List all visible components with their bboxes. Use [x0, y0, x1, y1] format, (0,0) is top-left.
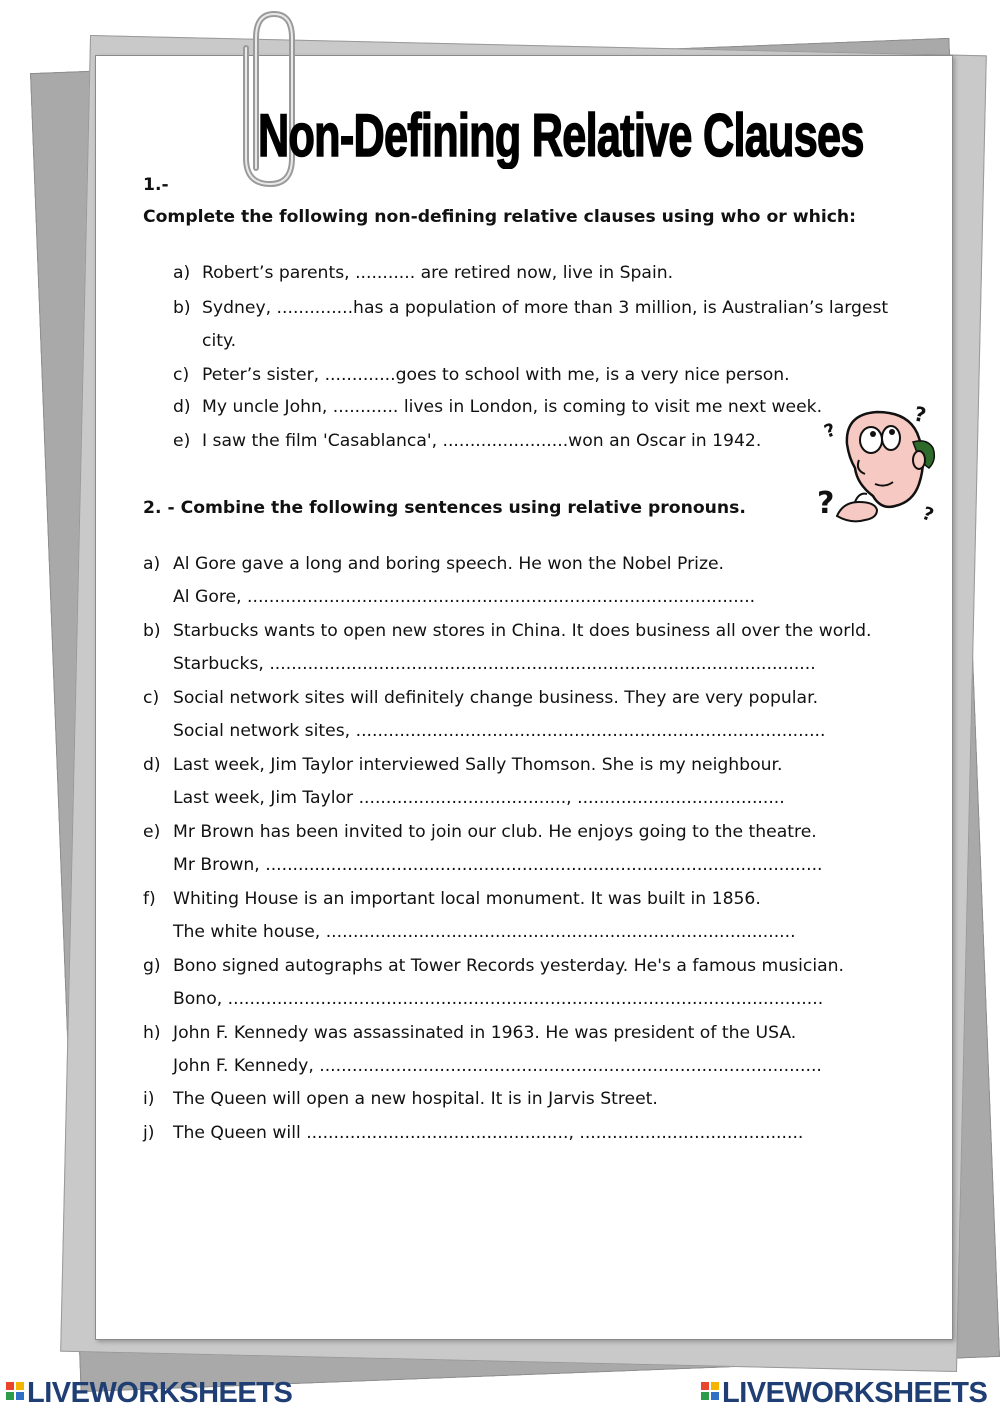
s1-item-text: Peter’s sister, .............goes to school with me, is a very nice person. — [202, 365, 790, 385]
section2-heading: 2. - Combine the following sentences using relative pronouns. — [143, 498, 746, 518]
s1-item-text: Sydney, ..............has a population of more than 3 million, is Australian’s largest — [202, 298, 889, 318]
s2-item-answer-line[interactable]: The Queen will ................................................, ......................................... — [173, 1123, 804, 1143]
s2-item-label: i) — [143, 1089, 155, 1109]
s2-item-sentence: Bono signed autographs at Tower Records yesterday. He's a famous musician. — [173, 956, 844, 976]
s2-item-label: f) — [143, 889, 156, 909]
s2-item-sentence: John F. Kennedy was assassinated in 1963. He was president of the USA. — [173, 1023, 797, 1043]
s2-item-sentence: Mr Brown has been invited to join our club. He enjoys going to the theatre. — [173, 822, 817, 842]
s2-item-sentence: Starbucks wants to open new stores in China. It does business all over the world. — [173, 621, 872, 641]
s2-item-sentence: Whiting House is an important local monument. It was built in 1856. — [173, 889, 761, 909]
s2-item-answer-line[interactable]: Al Gore, ............................................................................................. — [173, 587, 756, 607]
s1-item-label: c) — [173, 365, 190, 385]
s2-item-sentence: Last week, Jim Taylor interviewed Sally Thomson. She is my neighbour. — [173, 755, 783, 775]
s2-item-answer-line[interactable]: John F. Kennedy, ............................................................................................ — [173, 1056, 822, 1076]
worksheet-title: Non-Defining Relative Clauses — [258, 102, 864, 169]
s2-item-label: e) — [143, 822, 161, 842]
s1-item-label: b) — [173, 298, 191, 318]
svg-text:?: ? — [911, 401, 929, 428]
s1-item-label: d) — [173, 397, 191, 417]
s2-item-label: b) — [143, 621, 161, 641]
s2-item-answer-line[interactable]: The white house, ...................................................................................... — [173, 922, 796, 942]
s1-item-text: My uncle John, ............ lives in London, is coming to visit me next week. — [202, 397, 823, 417]
s1-item-label: a) — [173, 263, 191, 283]
svg-text:?: ? — [821, 419, 839, 443]
liveworksheets-logo-left[interactable]: LIVEWORKSHEETS — [27, 1377, 293, 1409]
s2-item-answer-line[interactable]: Mr Brown, ...................................................................................................... — [173, 855, 823, 875]
s2-item-label: j) — [143, 1123, 155, 1143]
liveworksheets-logo-right[interactable]: LIVEWORKSHEETS — [722, 1377, 988, 1409]
section1-instruction: Complete the following non-defining relative clauses using who or which: — [143, 207, 857, 227]
s2-item-sentence: Social network sites will definitely change business. They are very popular. — [173, 688, 819, 708]
s2-item-sentence: The Queen will open a new hospital. It is in Jarvis Street. — [173, 1089, 658, 1109]
svg-text:?: ? — [817, 486, 835, 521]
s2-item-sentence: Al Gore gave a long and boring speech. He won the Nobel Prize. — [173, 554, 724, 574]
s2-item-label: d) — [143, 755, 161, 775]
liveworksheets-logo-icon — [701, 1382, 719, 1400]
s1-item-text: I saw the film 'Casablanca', .......................won an Oscar in 1942. — [202, 431, 762, 451]
s2-item-answer-line[interactable]: Bono, ............................................................................................................. — [173, 989, 824, 1009]
section1-number: 1.- — [143, 175, 169, 195]
s2-item-answer-line[interactable]: Last week, Jim Taylor ......................................, ...................................... — [173, 788, 785, 808]
s2-item-label: h) — [143, 1023, 161, 1043]
s2-item-answer-line[interactable]: Starbucks, .................................................................................................... — [173, 654, 816, 674]
svg-text:?: ? — [919, 502, 937, 527]
s2-item-label: g) — [143, 956, 161, 976]
s2-item-label: c) — [143, 688, 160, 708]
s2-item-answer-line[interactable]: Social network sites, ...................................................................................... — [173, 721, 826, 741]
confused-face-illustration — [815, 398, 950, 533]
s1-item-text: Robert’s parents, ........... are retired now, live in Spain. — [202, 263, 674, 283]
s2-item-label: a) — [143, 554, 161, 574]
liveworksheets-logo-icon — [6, 1382, 24, 1400]
s1-item-continuation: city. — [202, 331, 237, 351]
s1-item-label: e) — [173, 431, 191, 451]
